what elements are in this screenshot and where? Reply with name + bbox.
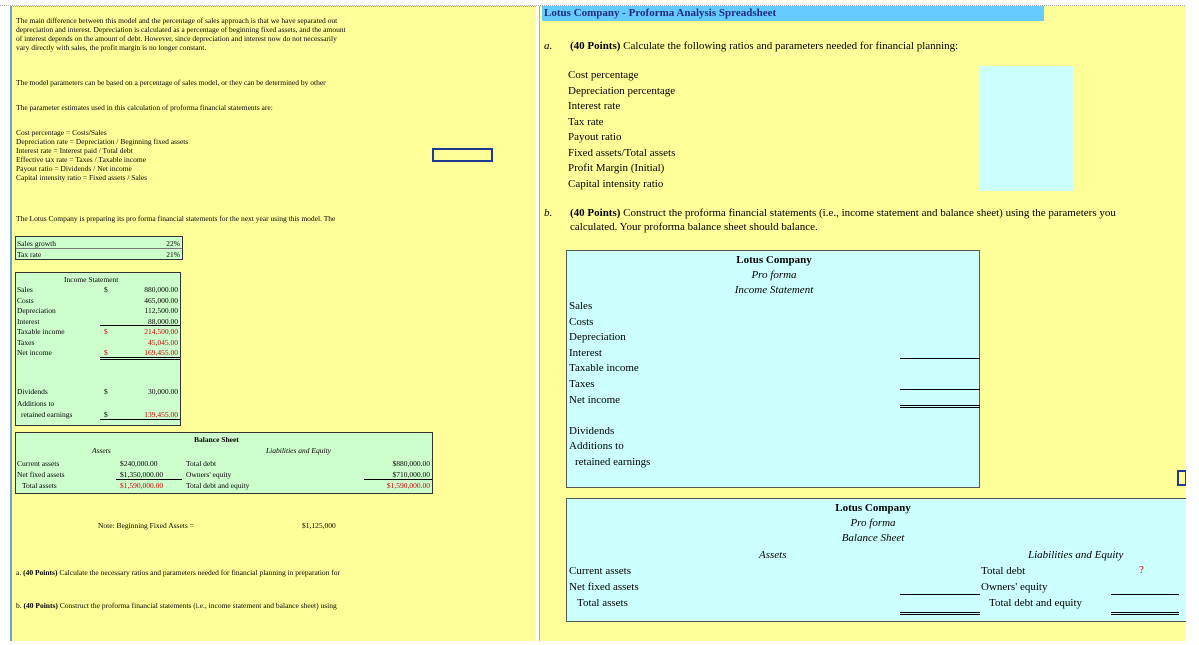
income-row-label: Taxable income bbox=[17, 327, 65, 336]
formula-item: Interest rate = Interest paid / Total debt bbox=[16, 146, 133, 155]
income-row-value[interactable]: 88,000.00 bbox=[148, 316, 178, 326]
model-params-text: The model parameters can be based on a percentage of sales model, or they can be determined by other bbox=[16, 78, 326, 87]
right-sheet-pane[interactable] bbox=[539, 6, 1186, 641]
income-row-currency: $ bbox=[104, 285, 108, 294]
balance-asset-labels bbox=[569, 563, 639, 611]
ratio-label: Capital intensity ratio bbox=[568, 177, 664, 190]
income-row-label: Sales bbox=[17, 285, 33, 294]
formula-item: Cost percentage = Costs/Sales bbox=[16, 128, 107, 137]
tax-rate-value[interactable]: 21% bbox=[166, 250, 180, 259]
balance-liab-label: Total debt and equity bbox=[186, 481, 250, 490]
additions-value[interactable]: 139,455.00 bbox=[144, 410, 178, 419]
formula-item: Capital intensity ratio = Fixed assets / Sales bbox=[16, 173, 148, 182]
balance-liab-header: Liabilities and Equity bbox=[1028, 549, 1124, 561]
note-value[interactable]: $1,125,000 bbox=[302, 521, 336, 530]
liab-row-label: Owners' equity bbox=[981, 581, 1048, 593]
input-underline bbox=[1111, 594, 1179, 595]
total-underline bbox=[100, 325, 180, 326]
dividends-currency: $ bbox=[104, 387, 108, 396]
balance-asset-label: Net fixed assets bbox=[17, 470, 65, 479]
intro-line: of interest depends on the amount of debt. However, since depreciation and interest now do not necessarily bbox=[16, 34, 337, 43]
balance-subtitle-1: Pro forma bbox=[850, 517, 896, 529]
income-row-value[interactable]: 112,500.00 bbox=[144, 306, 178, 315]
income-statement-table bbox=[15, 272, 181, 426]
income-row-value[interactable]: 45,045.00 bbox=[148, 337, 178, 347]
lotus-prep-text: The Lotus Company is preparing its pro forma financial statements for the next year using this model. The bbox=[16, 214, 336, 223]
balance-asset-label: Current assets bbox=[17, 459, 60, 468]
ratio-label: Profit Margin (Initial) bbox=[568, 162, 665, 174]
tax-rate-label: Tax rate bbox=[17, 250, 42, 259]
income-row-value[interactable]: 169,455.00 bbox=[144, 348, 178, 357]
income-row-label: Net income bbox=[17, 348, 52, 357]
ratio-label: Interest rate bbox=[568, 100, 621, 112]
input-underline bbox=[900, 594, 980, 595]
income-row-label: Taxes bbox=[17, 337, 35, 347]
balance-liab-label: Owners' equity bbox=[186, 470, 232, 479]
balance-sheet-title: Balance Sheet bbox=[194, 435, 239, 444]
spreadsheet-title: Lotus Company - Proforma Analysis Spreadsheet bbox=[542, 6, 1044, 21]
note-label: Note: Beginning Fixed Assets = bbox=[98, 521, 194, 530]
income-row-label: Costs bbox=[569, 315, 594, 328]
balance-sheet-table bbox=[15, 432, 433, 494]
income-statement-title: Income Statement bbox=[64, 275, 119, 284]
ratio-label: Fixed assets/Total assets bbox=[568, 146, 676, 159]
balance-asset-value[interactable]: $1,350,000.00 bbox=[120, 470, 164, 479]
formula-item: Payout ratio = Dividends / Net income bbox=[16, 164, 132, 173]
income-row-label: Net income bbox=[569, 393, 621, 406]
dividends-label: Dividends bbox=[17, 387, 48, 396]
intro-line: vary directly with sales, the profit margin is no longer constant. bbox=[16, 43, 207, 52]
growth-table bbox=[15, 236, 183, 260]
assets-header: Assets bbox=[92, 446, 111, 455]
balance-subtitle-2: Balance Sheet bbox=[841, 532, 905, 544]
proforma-balance-sheet bbox=[566, 498, 1186, 622]
income-row-label: Interest bbox=[17, 316, 40, 326]
balance-asset-value[interactable]: $240,000.00 bbox=[120, 459, 158, 468]
ratio-label: Cost percentage bbox=[568, 69, 639, 81]
liab-row-label: Total debt bbox=[981, 565, 1026, 577]
balance-liab-value[interactable]: $880,000.00 bbox=[392, 459, 430, 468]
dividends-value[interactable]: 30,000.00 bbox=[148, 387, 178, 396]
intro-line: The main difference between this model and the percentage of sales approach is that we have separated out bbox=[16, 16, 338, 25]
ratio-label: Payout ratio bbox=[568, 131, 622, 143]
ratio-label: Depreciation percentage bbox=[568, 84, 676, 97]
formula-item: Depreciation rate = Depreciation / Beginning fixed assets bbox=[16, 137, 189, 146]
q-b-letter: b. bbox=[544, 207, 553, 219]
intro-line: depreciation and interest. Depreciation is calculated as a percentage of beginning fixed assets, and the amount bbox=[16, 25, 346, 34]
income-row-currency: $ bbox=[104, 327, 108, 336]
asset-row-label: Net fixed assets bbox=[569, 581, 639, 593]
income-row-label: Costs bbox=[17, 295, 34, 305]
asset-row-label: Current assets bbox=[569, 565, 632, 577]
additions-row-label: Additions to bbox=[569, 440, 624, 452]
balance-liab-value[interactable]: $710,000.00 bbox=[392, 470, 430, 479]
sales-growth-value[interactable]: 22% bbox=[166, 239, 180, 248]
left-question-b: b. (40 Points) Construct the proforma financial statements (i.e., income statement and balance sheet) using bbox=[16, 601, 337, 610]
q-a-letter: a. bbox=[544, 40, 553, 52]
q-b-text: (40 Points) Construct the proforma financial statements (i.e., income statement and balance sheet) using the parameters you calculated. Your proforma balance sheet should balance. bbox=[570, 207, 1116, 233]
income-row-value[interactable]: 465,000.00 bbox=[144, 295, 178, 305]
proforma-income-statement bbox=[566, 250, 980, 488]
income-subtitle-2: Income Statement bbox=[734, 284, 814, 296]
comment-flag[interactable]: ? bbox=[1139, 564, 1144, 576]
balance-liab-labels bbox=[981, 563, 1082, 611]
ratio-list bbox=[568, 68, 675, 192]
income-row-label: Depreciation bbox=[17, 306, 56, 315]
left-sheet-pane[interactable] bbox=[10, 6, 536, 641]
total-underline bbox=[116, 479, 182, 480]
balance-asset-label: Total assets bbox=[22, 481, 57, 490]
liab-row-label: Total debt and equity bbox=[989, 597, 1083, 609]
window-edge bbox=[1186, 0, 1199, 645]
formula-list bbox=[16, 128, 188, 182]
income-row-value[interactable]: 214,500.00 bbox=[144, 327, 178, 336]
ratio-answer-cells[interactable] bbox=[980, 66, 1073, 191]
income-row-label: Taxes bbox=[569, 377, 595, 390]
additions-label: Additions to bbox=[17, 399, 55, 408]
income-row-currency: $ bbox=[104, 348, 108, 357]
income-subtitle-1: Pro forma bbox=[751, 269, 797, 281]
asset-row-label: Total assets bbox=[577, 597, 628, 609]
dividends-row-label: Dividends bbox=[569, 425, 615, 437]
additions-currency: $ bbox=[104, 410, 108, 419]
income-row-label: Interest bbox=[569, 346, 602, 359]
retained-earnings-label: retained earnings bbox=[21, 410, 73, 419]
ratio-label: Tax rate bbox=[568, 115, 604, 128]
total-underline bbox=[364, 479, 432, 480]
sales-growth-label: Sales growth bbox=[17, 239, 56, 248]
income-row-labels bbox=[569, 299, 639, 408]
input-double-underline bbox=[900, 405, 980, 408]
balance-liab-label: Total debt bbox=[186, 459, 217, 468]
formula-item: Effective tax rate = Taxes / Taxable income bbox=[16, 155, 147, 164]
balance-liab-value[interactable]: $1,590,000.00 bbox=[386, 481, 430, 490]
income-row-label: Taxable income bbox=[569, 362, 639, 375]
income-row-label: Sales bbox=[569, 300, 593, 312]
total-double-underline bbox=[100, 357, 180, 360]
balance-company-name: Lotus Company bbox=[835, 502, 911, 514]
income-row-label: Depreciation bbox=[569, 331, 626, 344]
balance-assets-header: Assets bbox=[759, 549, 787, 561]
liabilities-header: Liabilities and Equity bbox=[266, 446, 331, 455]
income-company-name: Lotus Company bbox=[736, 254, 812, 266]
input-underline bbox=[900, 358, 980, 359]
income-row-value[interactable]: 880,000.00 bbox=[144, 285, 178, 294]
intro-paragraph bbox=[16, 16, 346, 52]
left-question-a: a. (40 Points) Calculate the necessary ratios and parameters needed for financial planning in preparation for bbox=[16, 568, 341, 577]
input-double-underline bbox=[900, 612, 980, 615]
balance-asset-value[interactable]: $1,590,000.00 bbox=[120, 481, 164, 490]
retained-earnings-row-label: retained earnings bbox=[575, 456, 651, 468]
q-a-text: (40 Points) Calculate the following ratios and parameters needed for financial planning: bbox=[570, 40, 959, 52]
cell-selection-box[interactable] bbox=[432, 148, 493, 162]
param-estimates-text: The parameter estimates used in this calculation of proforma financial statements are: bbox=[16, 103, 273, 112]
input-underline bbox=[900, 389, 980, 390]
input-double-underline bbox=[1111, 612, 1179, 615]
